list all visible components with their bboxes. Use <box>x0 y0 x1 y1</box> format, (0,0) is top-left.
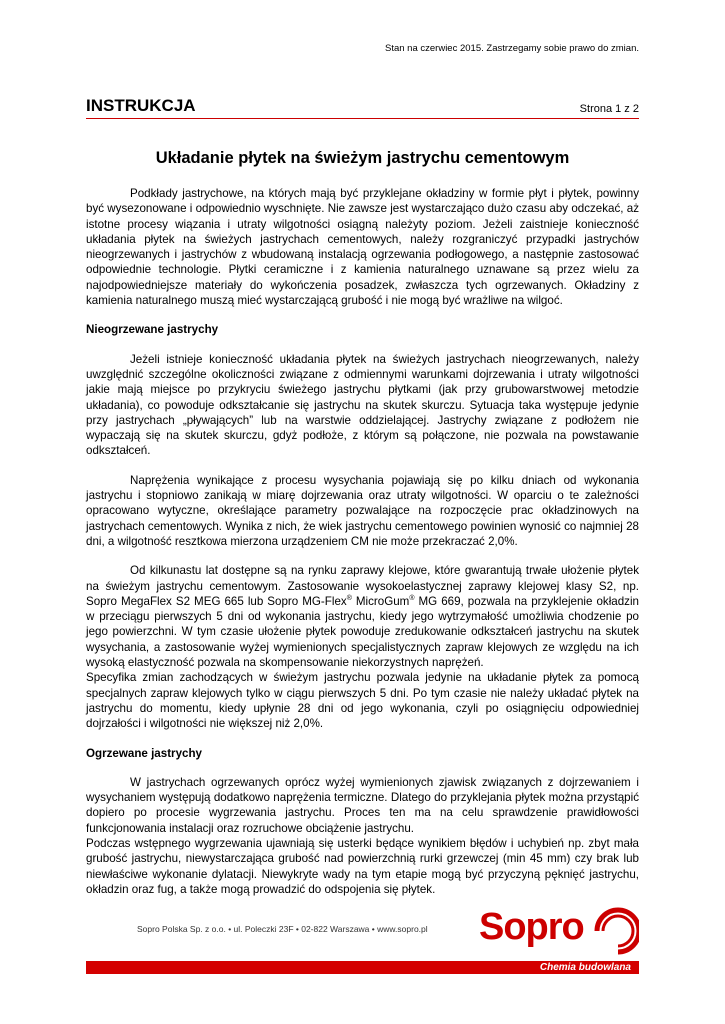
paragraph <box>86 563 639 670</box>
sopro-logo <box>477 902 639 958</box>
section-heading-unheated: Nieogrzewane jastrychy <box>86 323 219 337</box>
header <box>86 96 639 119</box>
paragraph: Jeżeli istnieje konieczność układania płytek na świeżych jastrychach nieogrzewanych, należy uwzględnić szczególne okoliczności związane z odmiennymi warunkami dojrzewania i utraty wilgotności jakie mają miejsce po przykryciu świeżego jastrychu płytkami (jak przy grubowarstwowej metodzie układania), co powoduje odkształcanie się jastrychu na skutek skurczu. Sytuacja taka występuje jedynie przy jastrychach „pływających” lub na warstwie oddzielającej. Jastrychy związane z podłożem nie wypaczają się na skutek skurczu, gdyż podłoże, z którym są połączone, nie pozwala na powstawanie odkształceń. <box>86 352 639 458</box>
text-run: Od kilkunastu lat dostępne są na rynku zaprawy klejowe, które gwarantują trwałe ułożenie płytek na świeżym jastrychu cementowym. Zastosowanie wysokoelastycznej zaprawy klejowej klasy S2, np. Sopro MegaFlex S2 MEG 665 lub Sopro MG-Flex <box>86 564 639 608</box>
section-heading-heated: Ogrzewane jastrychy <box>86 746 202 760</box>
registered-mark: ® <box>346 594 352 602</box>
page-number: Strona 1 z 2 <box>579 103 639 115</box>
tagline: Chemia budowlana <box>539 962 631 973</box>
intro-paragraph: Podkłady jastrychowe, na których mają być przyklejane okładziny w formie płyt i płytek, powinny być wysezonowane i odpowiednio wyschnięte. Nie zawsze jest wystarczająco dużo czasu aby odczekać, aż istotne procesy wiązania i utraty wilgotności osiągną należyty poziom. Jeżeli zaistnieje konieczność układania płytek na świeżych jastrychach cementowych, należy rozgraniczyć przypadki jastrychów nieogrzewanych i jastrychów z wbudowaną instalacją ogrzewania podłogowego, a następnie zastosować odpowiednie technologie. Płytki ceramiczne i z kamienia naturalnego uznawane są przez wielu za najodpowiedniejsze materiały do wykończenia posadzek, zwłaszcza tych ogrzewanych. Okładziny z kamienia naturalnego muszą mieć wystarczającą grubość i nie mogą być wrażliwe na wilgoć. <box>86 187 639 308</box>
revision-note: Stan na czerwiec 2015. Zastrzegamy sobie prawo do zmian. <box>385 43 639 54</box>
text-run: MicroGum <box>351 594 410 608</box>
logo-swoosh-icon <box>593 906 639 956</box>
paragraph: W jastrychach ogrzewanych oprócz wyżej wymienionych zjawisk związanych z dojrzewaniem i wysychaniem występują dodatkowo naprężenia termiczne. Dlatego do przyklejania płytek można przystąpić dopiero po procesie wygrzewania jastrychu. Proces ten ma na celu sprawdzenie prawidłowości funkcjonowania instalacji oraz rozruchowe obciążenie jastrychu. <box>86 775 639 835</box>
document-body <box>86 186 639 897</box>
header-title: INSTRUKCJA <box>86 96 196 115</box>
logo-wordmark: Sopro <box>479 906 584 948</box>
text-run: MG 669, pozwala na przyklejenie okładzin w przeciągu pierwszych 5 dni od wykonania jastrychu, kiedy jego wytrzymałość umożliwia chodzenie po jego powierzchni. W tym czasie ułożenie płytek powoduje zredukowanie odkształceń jastrychu na skutek wysychania, a zastosowanie wyżej wymienionych specjalistycznych zapraw klejowych ze względu na ich wysoką elastyczność pozwala na skompensowanie niekorzystnych naprężeń. <box>86 594 639 670</box>
document-title: Układanie płytek na świeżym jastrychu cementowym <box>155 149 570 167</box>
paragraph: Specyfika zmian zachodzących w świeżym jastrychu pozwala jedynie na układanie płytek za pomocą specjalnych zapraw klejowych tylko w ciągu pierwszych 5 dni. Po tym czasie nie należy układać płytek na jastrychu do momentu, kiedy upłynie 28 dni od jego wykonania, czyli po osiągnięciu odpowiedniej dojrzałości i wilgotności nie większej niż 2,0%. <box>86 671 639 731</box>
footer-bar <box>86 961 639 974</box>
paragraph: Podczas wstępnego wygrzewania ujawniają się usterki będące wynikiem błędów i uchybień np. zbyt mała grubość jastrychu, niewystarczająca grubość nad powierzchnią rurki grzewczej (min 45 mm) czy brak lub niewłaściwe wykonanie dylatacji. Niewykryte wady na tym etapie mogą być przyczyną pęknięć jastrychu, okładzin oraz fug, a także mogą prowadzić do odspojenia się płytek. <box>86 836 639 896</box>
registered-mark: ® <box>409 594 415 602</box>
company-address: Sopro Polska Sp. z o.o. • ul. Poleczki 23F • 02-822 Warszawa • www.sopro.pl <box>137 924 428 934</box>
paragraph: Naprężenia wynikające z procesu wysychania pojawiają się po kilku dniach od wykonania jastrychu i stopniowo zanikają w miarę dojrzewania oraz utraty wilgotności. W oparciu o te zależności opracowano wytyczne, określające parametry pozwalające na rozpoczęcie prac okładzinowych na jastrychach cementowych. Wynika z nich, że wiek jastrychu cementowego powinien wynosić co najmniej 28 dni, a wilgotność resztkowa mierzona urządzeniem CM nie może przekraczać 2,0%. <box>86 473 639 548</box>
